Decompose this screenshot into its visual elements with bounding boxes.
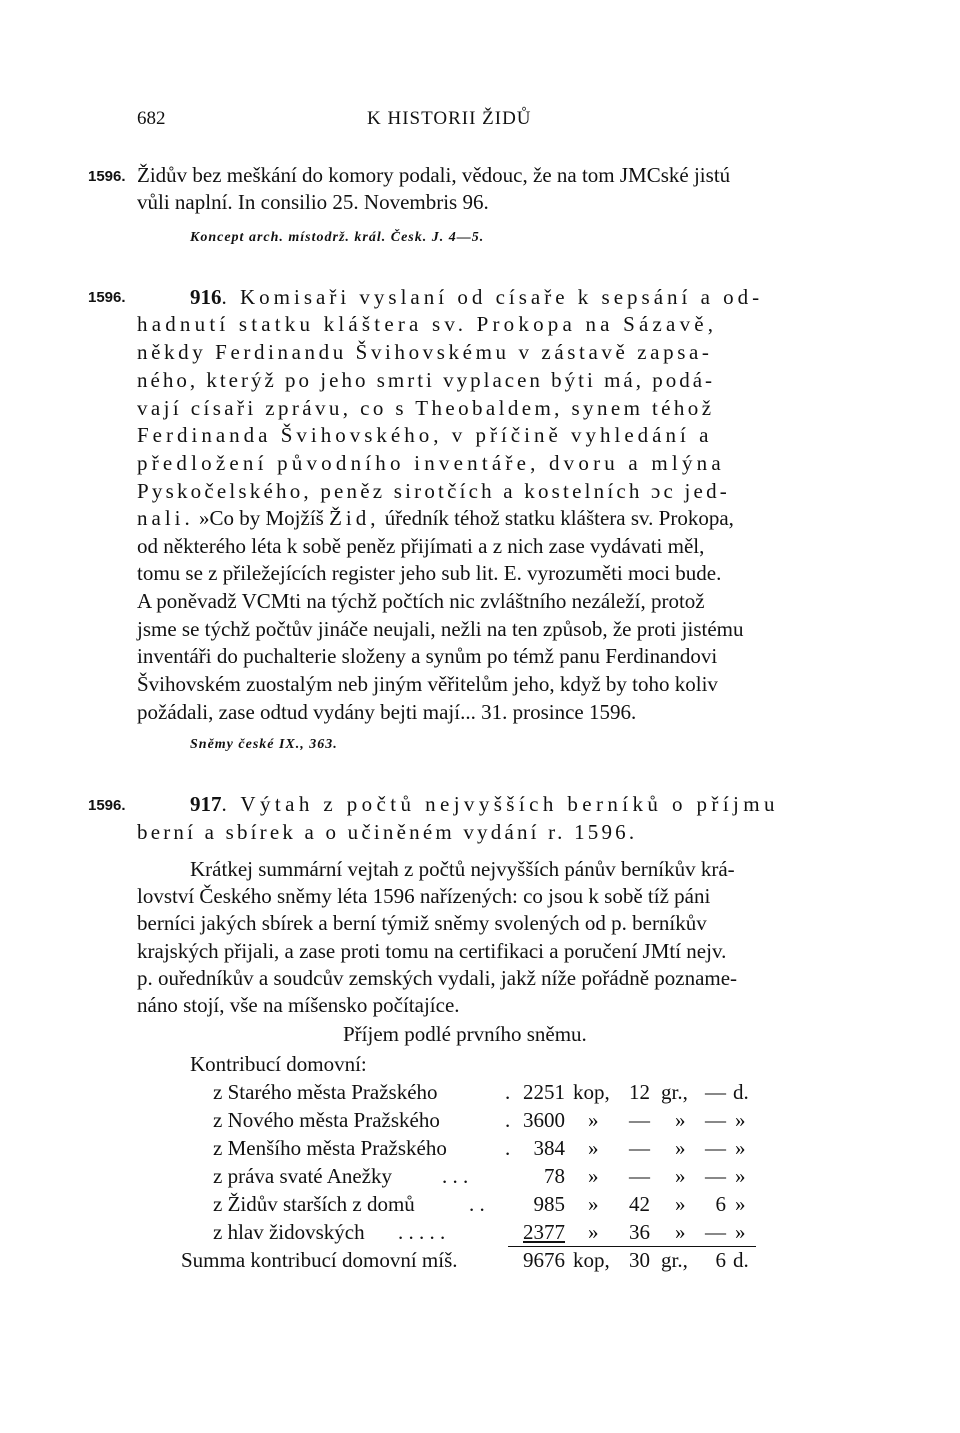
- gr-value: 36: [629, 1220, 650, 1244]
- d-unit: »: [735, 1164, 746, 1188]
- kop-value: 78: [544, 1164, 565, 1188]
- kop-value: 9676: [523, 1248, 565, 1272]
- gr-value: —: [629, 1164, 650, 1188]
- text-line: náno stojí, vše na míšensko počítajíce.: [137, 993, 460, 1017]
- d-value: —: [705, 1136, 726, 1160]
- text-line: krajských přijali, a zase proti tomu na certifikaci a poručení JMtí nejv.: [137, 939, 727, 963]
- quote-start: »Co by Mojžíš: [199, 506, 330, 530]
- gr-unit: gr.,: [661, 1248, 688, 1272]
- page-number: 682: [137, 108, 166, 129]
- text-line: předložení původního inventáře, dvoru a mlýna: [137, 451, 725, 475]
- entry-title: . Výtah z počtů nejvyšších berníků o příjmu: [221, 792, 779, 816]
- entry-number: 916: [190, 285, 222, 309]
- text-line: berní a sbírek a o učiněném vydání r. 1596.: [137, 820, 638, 844]
- kop-unit: kop,: [573, 1248, 610, 1272]
- text-line: Krátkej summární vejtah z počtů nejvyšších pánův berníkův krá-: [190, 857, 735, 881]
- row-label: z Nového města Pražského: [213, 1108, 440, 1132]
- text-line: od některého léta k sobě peněz přijímati a z nich zase vydávati měl,: [137, 534, 705, 558]
- text-line: vůli naplní. In consilio 25. Novembris 96.: [137, 190, 489, 214]
- kop-unit: »: [588, 1164, 599, 1188]
- gr-value: 42: [629, 1192, 650, 1216]
- text-line: jsme se týchž počtův jináče neujali, nežli na ten způsob, že proti jistému: [137, 617, 744, 641]
- text-line: berníci jakých sbírek a berní týmiž sněmy svolených od p. berníkův: [137, 911, 707, 935]
- kop-unit: »: [588, 1108, 599, 1132]
- row-dots: .: [505, 1108, 511, 1132]
- d-value: 6: [715, 1192, 726, 1216]
- row-dots: .: [505, 1080, 511, 1104]
- entry-heading: [190, 792, 779, 817]
- source-citation: Sněmy české IX., 363.: [190, 737, 338, 752]
- row-dots: .: [505, 1136, 511, 1160]
- row-dots: . .: [469, 1192, 485, 1216]
- spaced-word: Žid,: [329, 506, 380, 530]
- text-line: lovství Českého sněmy léta 1596 nařízených: co jsou k sobě tíž páni: [137, 884, 711, 908]
- gr-unit: »: [675, 1192, 686, 1216]
- gr-unit: »: [675, 1220, 686, 1244]
- kop-unit: »: [588, 1136, 599, 1160]
- row-label: z Menšího města Pražského: [213, 1136, 447, 1160]
- running-title: K HISTORII ŽIDŮ: [367, 108, 532, 129]
- text-line: p. ouředníkův a soudcův zemských vydali, jakž níže pořádně poznamе-: [137, 966, 738, 990]
- sum-rule: [508, 1246, 756, 1247]
- text-line: hadnutí statku kláštera sv. Prokopa na Sázavě,: [137, 312, 718, 336]
- text-line: [137, 506, 734, 531]
- text-line: inventáři do puchalterie složeny a synům po témž panu Ferdinandovi: [137, 644, 718, 668]
- d-unit: »: [735, 1108, 746, 1132]
- gr-value: 12: [629, 1080, 650, 1104]
- sum-label: Summa kontribucí domovní míš.: [181, 1248, 458, 1272]
- gr-value: —: [629, 1136, 650, 1160]
- row-label: z Židův starších z domů: [213, 1192, 415, 1216]
- gr-value: —: [629, 1108, 650, 1132]
- entry-year: 1596.: [88, 797, 126, 814]
- d-value: —: [705, 1080, 726, 1104]
- entry-year: 1596.: [88, 289, 126, 306]
- text-line: vají císaři zprávu, co s Theobaldem, synem téhož: [137, 396, 715, 420]
- d-unit: »: [735, 1136, 746, 1160]
- table-label: Kontribucí domovní:: [190, 1052, 367, 1076]
- text-line: ného, kterýž po jeho smrti vyplacen býti má, podá-: [137, 368, 716, 392]
- row-label: z hlav židovských: [213, 1220, 365, 1244]
- row-label: z práva svaté Anežky: [213, 1164, 393, 1188]
- d-unit: »: [735, 1192, 746, 1216]
- d-unit: »: [735, 1220, 746, 1244]
- kop-unit: kop,: [573, 1080, 610, 1104]
- d-value: 6: [715, 1248, 726, 1272]
- d-value: —: [705, 1220, 726, 1244]
- text-line: požádali, zase odtud vydány bejti mají... 31. prosince 1596.: [137, 700, 637, 724]
- kop-value: 2251: [523, 1080, 565, 1104]
- row-label: z Starého města Pražského: [213, 1080, 438, 1104]
- gr-unit: »: [675, 1108, 686, 1132]
- table-subheading: Příjem podlé prvního sněmu.: [343, 1022, 587, 1046]
- text-line: někdy Ferdinandu Švihovskému v zástavě zapsa-: [137, 340, 713, 364]
- entry-year: 1596.: [88, 168, 126, 185]
- text-line: Švihovském zuostalým neb jiným věřitelům jeho, když by toho koliv: [137, 672, 718, 696]
- entry-number: 917: [190, 792, 222, 816]
- d-unit: d.: [733, 1248, 749, 1272]
- gr-value: 30: [629, 1248, 650, 1272]
- kop-value: 384: [533, 1136, 565, 1160]
- text-line: tomu se z přiležejících register jeho sub lit. E. vyrozuměti moci bude.: [137, 561, 722, 585]
- text-line: Ferdinanda Švihovského, v příčině vyhledání a: [137, 423, 713, 447]
- text-run: úředník téhož statku kláštera sv. Prokopa,: [379, 506, 734, 530]
- kop-unit: »: [588, 1220, 599, 1244]
- row-dots: . . . . .: [398, 1220, 446, 1244]
- gr-unit: gr.,: [661, 1080, 688, 1104]
- entry-title: . Komisaři vyslaní od císaře k sepsání a od-: [221, 285, 764, 309]
- entry-heading: [190, 285, 763, 310]
- text-line: Pyskočelského, peněz sirotčích a kostelních ɔc jed-: [137, 479, 730, 503]
- spaced-word: nali.: [137, 506, 194, 530]
- row-dots: . . .: [442, 1164, 469, 1188]
- d-value: —: [705, 1108, 726, 1132]
- d-unit: d.: [733, 1080, 749, 1104]
- d-value: —: [705, 1164, 726, 1188]
- kop-value: 2377: [523, 1220, 565, 1244]
- kop-unit: »: [588, 1192, 599, 1216]
- kop-value: 985: [533, 1192, 565, 1216]
- kop-value: 3600: [523, 1108, 565, 1132]
- text-line: A poněvadž VCMti na týchž počtích nic zvláštního nezáleží, protož: [137, 589, 705, 613]
- source-citation: Koncept arch. místodrž. král. Česk. J. 4—5.: [190, 230, 485, 245]
- gr-unit: »: [675, 1164, 686, 1188]
- text-line: Židův bez meškání do komory podali, vědouc, že na tom JMCské jistú: [137, 163, 731, 187]
- gr-unit: »: [675, 1136, 686, 1160]
